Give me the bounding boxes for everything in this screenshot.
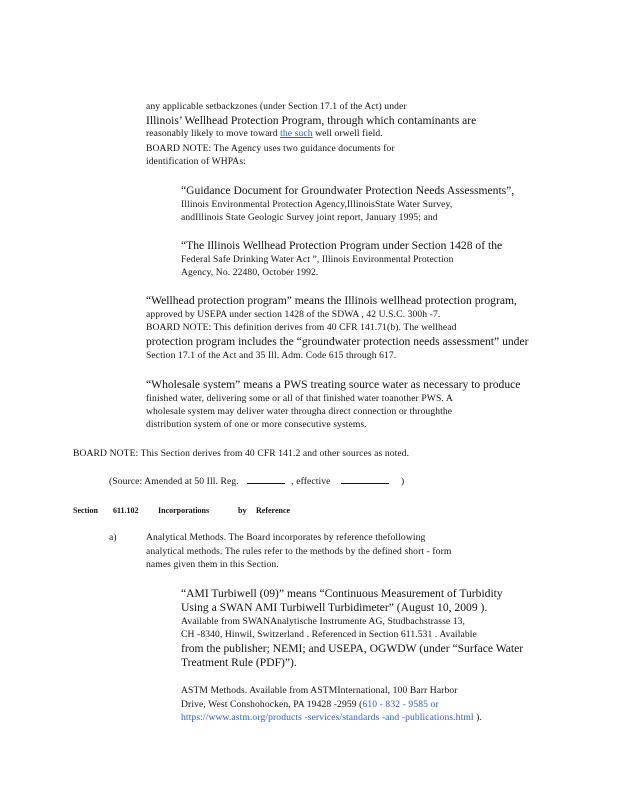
source-close-paren: ) xyxy=(401,476,405,487)
source-line xyxy=(109,476,404,487)
para1-line3 xyxy=(146,128,383,139)
astm-address-text: Drive, West Conshohocken, PA 19428 -2959 ( xyxy=(181,699,363,710)
astm-url-link[interactable]: https://www.astm.org/products -services/standards -and -publications.html xyxy=(181,712,474,723)
ref2-line3: Agency, No. 22480, October 1992. xyxy=(181,267,319,278)
wholesale-definition-line3: wholesale system may deliver water througha direct connection or throughthe xyxy=(146,406,453,417)
astm-phone-link[interactable]: 610 - 832 - 9585 or xyxy=(362,699,439,710)
para1-line5: identification of WHPAs: xyxy=(146,156,246,167)
ami-turbiwell-line5: from the publisher; NEMI; and USEPA, OGWDW (under “Surface Water xyxy=(181,642,524,655)
astm-line2 xyxy=(181,699,439,710)
para1-line3-end: well orwell field. xyxy=(312,128,383,139)
para1-line1: any applicable setbackzones (under Section 17.1 of the Act) under xyxy=(146,101,407,112)
astm-line3 xyxy=(181,712,482,723)
section-title-word3: Reference xyxy=(256,506,291,515)
whp-definition-line1: “Wellhead protection program” means the Illinois wellhead protection program, xyxy=(146,294,517,307)
ami-turbiwell-line1: “AMI Turbiwell (09)” means “Continuous Measurement of Turbidity xyxy=(181,587,503,600)
reg-blank xyxy=(247,483,285,484)
ref1-line2: Illinois Environmental Protection Agency,IllinoisState Water Survey, xyxy=(181,199,453,210)
ami-turbiwell-line2: Using a SWAN AMI Turbiwell Turbidimeter” (August 10, 2009 ). xyxy=(181,601,488,614)
ami-turbiwell-line4: CH -8340, Hinwil, Switzerland . Referenced in Section 611.531 . Available xyxy=(181,629,477,640)
whp-definition-line4: protection program includes the “groundwater protection needs assessment” under xyxy=(146,335,529,348)
source-effective-text: , effective xyxy=(291,476,331,487)
ref2-title: “The Illinois Wellhead Protection Program under Section 1428 of the xyxy=(181,239,503,252)
section-title-word1: Incorporations xyxy=(158,506,210,515)
whp-definition-line2: approved by USEPA under section 1428 of the SDWA , 42 U.S.C. 300h -7. xyxy=(146,309,441,320)
section-title-word2: by xyxy=(238,506,247,515)
item-a-marker: a) xyxy=(109,532,117,543)
item-a-line1: Analytical Methods. The Board incorporates by reference thefollowing xyxy=(146,532,426,543)
section-number: 611.102 xyxy=(113,506,139,515)
section-label: Section xyxy=(73,506,98,515)
the-such-link[interactable]: the such xyxy=(280,128,313,139)
wholesale-definition-line1: “Wholesale system” means a PWS treating source water as necessary to produce xyxy=(146,378,521,391)
para1-line3-start: reasonably likely to move toward xyxy=(146,128,281,139)
ref1-line3: andIllinois State Geologic Survey joint report, January 1995; and xyxy=(181,212,438,223)
whp-definition-line5: Section 17.1 of the Act and 35 Ill. Adm. Code 615 through 617. xyxy=(146,350,397,361)
source-amended-text: (Source: Amended at 50 Ill. Reg. xyxy=(109,476,239,487)
para1-line2: Illinois’ Wellhead Protection Program, through which contaminants are xyxy=(146,114,477,127)
whp-definition-line3: BOARD NOTE: This definition derives from 40 CFR 141.71(b). The wellhead xyxy=(146,322,457,333)
wholesale-definition-line4: distribution system of one or more consecutive systems. xyxy=(146,419,367,430)
effective-blank xyxy=(341,483,389,484)
ref1-title: “Guidance Document for Groundwater Protection Needs Assessments”, xyxy=(181,184,515,197)
wholesale-definition-line2: finished water, delivering some or all of that finished water toanother PWS. A xyxy=(146,393,453,404)
para1-board-note: BOARD NOTE: The Agency uses two guidance documents for xyxy=(146,143,395,154)
item-a-line3: names given them in this Section. xyxy=(146,559,279,570)
astm-line1: ASTM Methods. Available from ASTMInternational, 100 Barr Harbor xyxy=(181,685,458,696)
board-note: BOARD NOTE: This Section derives from 40 CFR 141.2 and other sources as noted. xyxy=(73,448,410,459)
astm-line3-end: ). xyxy=(473,712,482,723)
ami-turbiwell-line6: Treatment Rule (PDF)”). xyxy=(181,656,297,669)
ami-turbiwell-line3: Available from SWANAnalytische Instrumente AG, Studbachstrasse 13, xyxy=(181,616,466,627)
ref2-line2: Federal Safe Drinking Water Act ”, Illinois Environmental Protection xyxy=(181,254,454,265)
item-a-line2: analytical methods. The rules refer to the methods by the defined short - form xyxy=(146,546,452,557)
